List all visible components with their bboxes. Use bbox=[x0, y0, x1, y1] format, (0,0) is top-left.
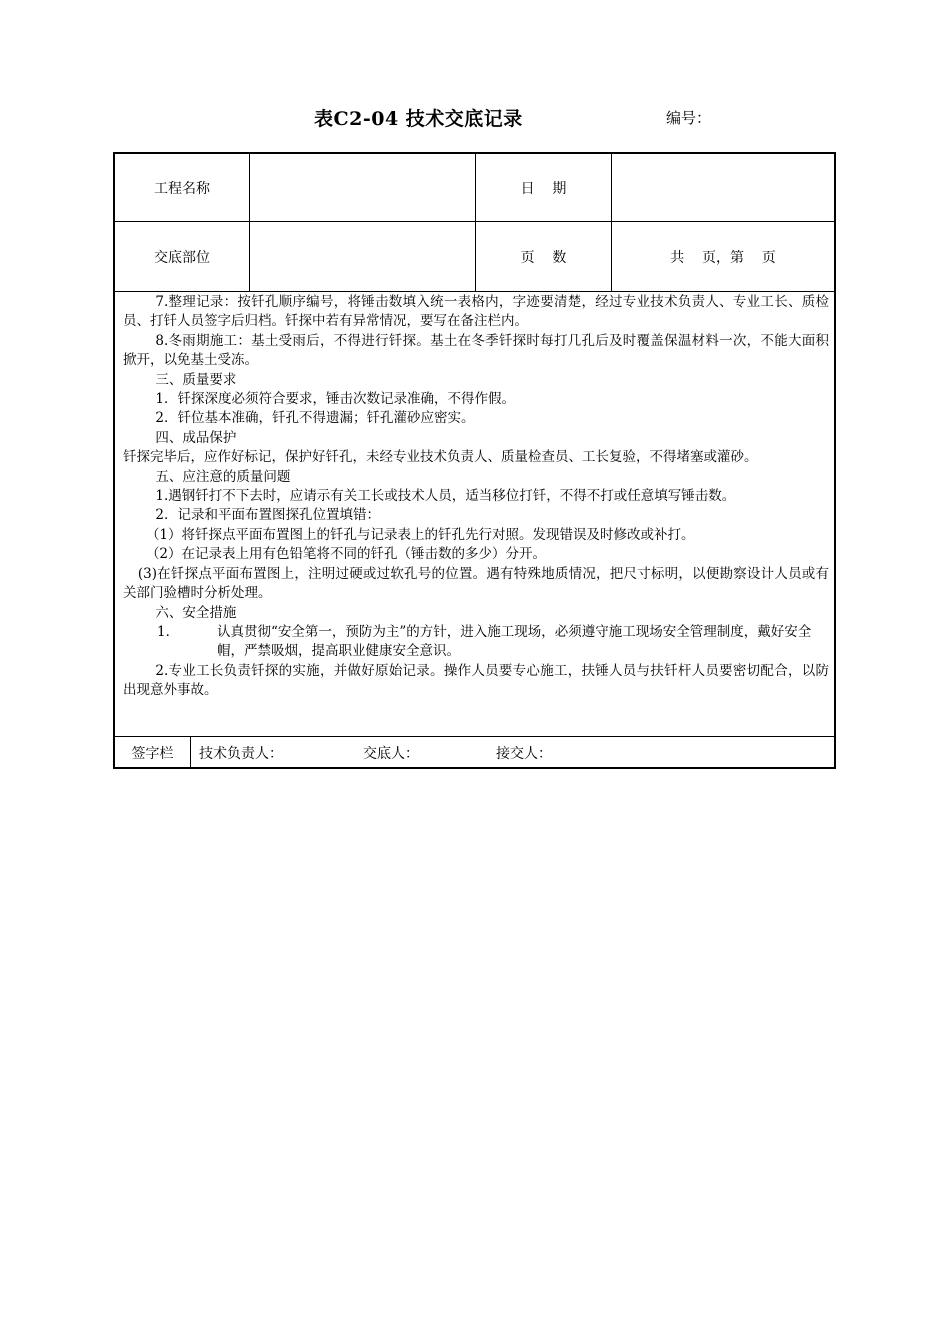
paragraph: 2．钎位基本准确，钎孔不得遗漏；钎孔灌砂应密实。 bbox=[155, 410, 475, 427]
paragraph: （1）将钎探点平面布置图上的钎孔与记录表上的钎孔先行对照。发现错误及时修改或补打。 bbox=[145, 526, 695, 543]
disclosure-form bbox=[113, 152, 836, 769]
page-count-value[interactable]: 共 页，第 页 bbox=[670, 249, 776, 266]
discloser-signature[interactable]: 交底人： bbox=[363, 746, 419, 762]
disclosure-part-field[interactable] bbox=[250, 222, 475, 291]
paragraph: 1.遇钢钎打不下去时，应请示有关工长或技术人员，适当移位打钎，不得不打或任意填写锤击数。 bbox=[155, 488, 736, 505]
page-count-label: 页 数 bbox=[520, 249, 567, 266]
date-field[interactable] bbox=[612, 154, 834, 221]
list-item-number: 1． bbox=[157, 623, 180, 640]
list-item bbox=[123, 623, 829, 662]
paragraph: (3)在钎探点平面布置图上，注明过硬或过软孔号的位置。遇有特殊地质情况，把尺寸标明，以便勘察设计人员或有关部门验槽时分析处理。 bbox=[123, 565, 829, 602]
tech-lead-signature[interactable]: 技术负责人： bbox=[199, 746, 283, 762]
paragraph: 1．钎探深度必须符合要求，锤击次数记录准确，不得作假。 bbox=[155, 391, 515, 408]
row-divider bbox=[115, 291, 834, 292]
paragraph: 8.冬雨期施工：基土受雨后，不得进行钎探。基土在冬季钎探时每打几孔后及时覆盖保温材料一次，不能大面积掀开，以免基土受冻。 bbox=[123, 332, 829, 369]
disclosure-content bbox=[123, 293, 829, 701]
project-name-label: 工程名称 bbox=[154, 180, 210, 197]
section-heading: 三、质量要求 bbox=[155, 371, 237, 388]
section-heading: 六、安全措施 bbox=[155, 604, 237, 621]
paragraph: 2．记录和平面布置图探孔位置填错： bbox=[155, 507, 380, 524]
document-title: 表C2-04 技术交底记录 bbox=[314, 108, 523, 130]
section-heading: 四、成品保护 bbox=[155, 429, 237, 446]
list-item-text: 认真贯彻“安全第一，预防为主”的方针，进入施工现场，必须遵守施工现场安全管理制度，戴好安全帽，严禁吸烟，提高职业健康安全意识。 bbox=[217, 623, 812, 660]
disclosure-part-label: 交底部位 bbox=[154, 249, 210, 266]
project-name-field[interactable] bbox=[250, 154, 475, 221]
paragraph: 7.整理记录：按钎孔顺序编号，将锤击数填入统一表格内，字迹要清楚，经过专业技术负责人、专业工长、质检员、打钎人员签字后归档。钎探中若有异常情况，要写在备注栏内。 bbox=[123, 294, 829, 330]
receiver-signature[interactable]: 接交人： bbox=[496, 746, 552, 762]
paragraph: （2）在记录表上用有色铅笔将不同的钎孔（锤击数的多少）分开。 bbox=[145, 546, 547, 563]
section-heading: 五、应注意的质量问题 bbox=[155, 468, 291, 485]
signature-label: 签字栏 bbox=[131, 746, 174, 762]
paragraph: 钎探完毕后，应作好标记，保护好钎孔，未经专业技术负责人、质量检查员、工长复验，不得堵塞或灌砂。 bbox=[123, 449, 758, 466]
date-label: 日 期 bbox=[520, 180, 567, 197]
title-row bbox=[0, 104, 950, 134]
column-divider bbox=[190, 736, 191, 769]
document-number-label: 编号： bbox=[666, 109, 712, 127]
paragraph: 2.专业工长负责钎探的实施，并做好原始记录。操作人员要专心施工，扶锤人员与扶钎杆人员要密切配合，以防出现意外事故。 bbox=[123, 662, 829, 699]
